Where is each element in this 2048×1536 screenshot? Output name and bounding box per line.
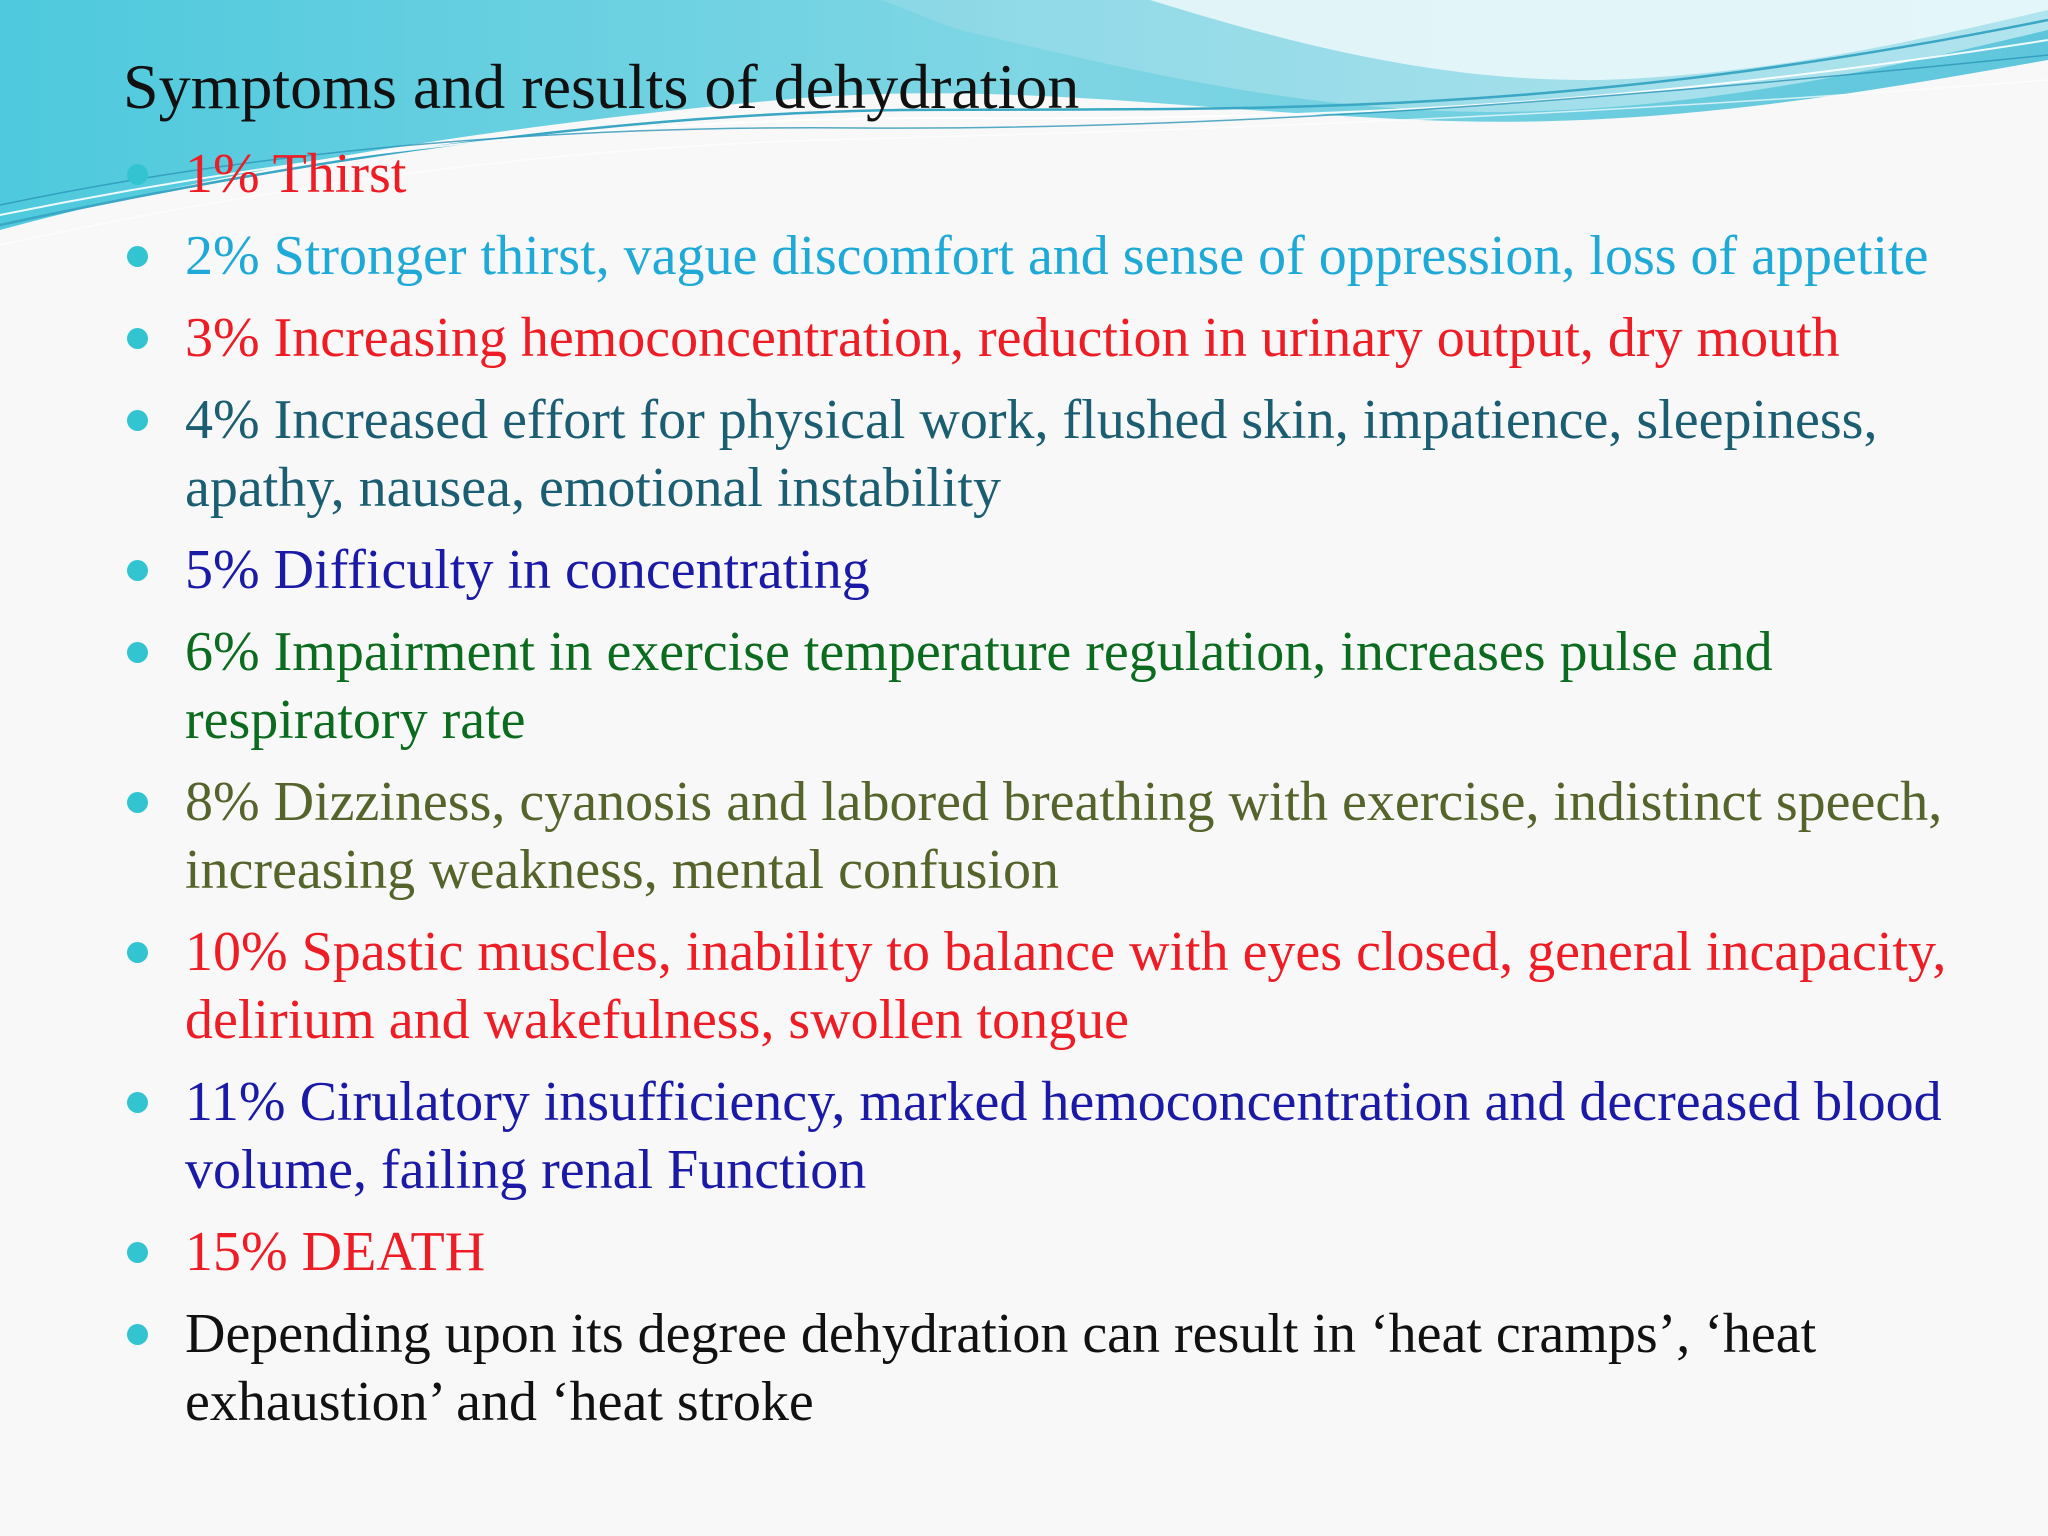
list-item [123,618,2003,754]
bullet-text: Depending upon its degree dehydration can result in ‘heat cramps’, ‘heat exhaustion’ and ‘heat stroke [185,1303,1817,1433]
list-item [123,140,2003,208]
list-item [123,1068,2003,1204]
bullet-dot-icon [127,792,148,813]
bullet-text: 15% DEATH [185,1221,486,1283]
bullet-dot-icon [127,942,148,963]
list-item [123,386,2003,522]
bullet-dot-icon [127,1324,148,1345]
list-item [123,768,2003,904]
bullet-text: 4% Increased effort for physical work, flushed skin, impatience, sleepiness, apathy, nausea, emotional instability [185,389,1878,519]
bullet-dot-icon [127,1092,148,1113]
bullet-dot-icon [127,560,148,581]
list-item [123,1218,2003,1286]
bullet-list [123,140,2003,1450]
list-item [123,222,2003,290]
bullet-text: 6% Impairment in exercise temperature regulation, increases pulse and respiratory rate [185,621,1773,751]
bullet-dot-icon [127,164,148,185]
list-item [123,304,2003,372]
slide-title: Symptoms and results of dehydration [123,51,1080,122]
bullet-text: 2% Stronger thirst, vague discomfort and sense of oppression, loss of appetite [185,225,1929,287]
bullet-text: 1% Thirst [185,143,407,205]
list-item [123,918,2003,1054]
bullet-dot-icon [127,410,148,431]
list-item [123,1300,2003,1436]
bullet-text: 5% Difficulty in concentrating [185,539,870,601]
bullet-text: 8% Dizziness, cyanosis and labored breathing with exercise, indistinct speech, increasing weakness, mental confusion [185,771,1943,901]
bullet-text: 11% Cirulatory insufficiency, marked hemoconcentration and decreased blood volume, failing renal Function [185,1071,1942,1201]
list-item [123,536,2003,604]
bullet-text: 3% Increasing hemoconcentration, reduction in urinary output, dry mouth [185,307,1840,369]
bullet-dot-icon [127,1242,148,1263]
bullet-dot-icon [127,328,148,349]
bullet-dot-icon [127,246,148,267]
bullet-text: 10% Spastic muscles, inability to balance with eyes closed, general incapacity, delirium and wakefulness, swollen tongue [185,921,1947,1051]
bullet-dot-icon [127,642,148,663]
